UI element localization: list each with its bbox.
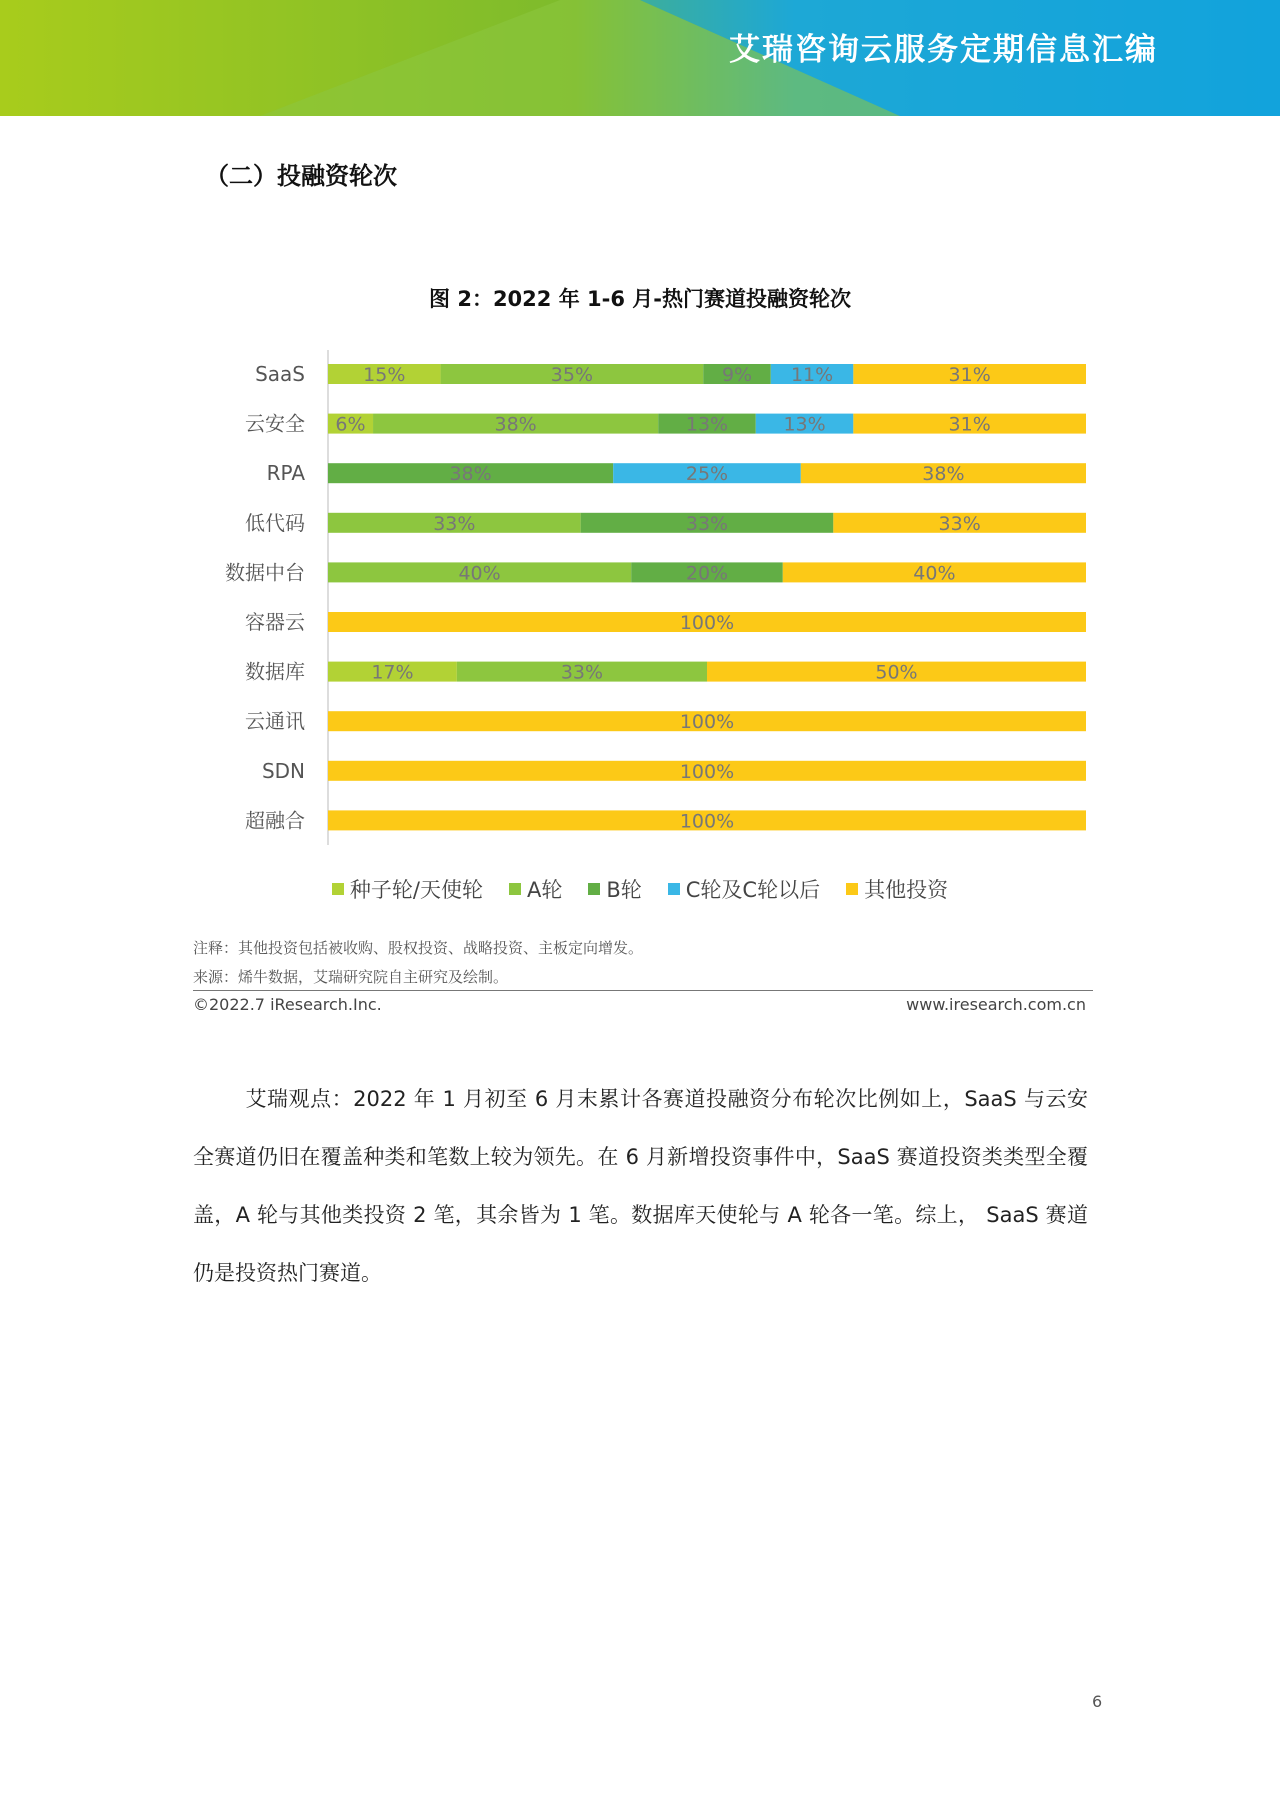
- bar-data-label: 9%: [721, 364, 753, 386]
- category-tick-label: 云安全: [245, 411, 305, 436]
- section-title: （二）投融资轮次: [205, 162, 397, 190]
- bar-data-label: 100%: [679, 612, 735, 634]
- bar-data-label: 17%: [371, 661, 414, 684]
- bar-data-label: 100%: [679, 810, 735, 833]
- bar-data-label: 31%: [948, 413, 991, 436]
- bar-data-label: 35%: [550, 364, 594, 386]
- category-tick-label: 容器云: [245, 610, 305, 634]
- bar-data-label: 38%: [922, 463, 965, 486]
- legend-item: [588, 874, 641, 904]
- category-tick-label: 低代码: [245, 510, 305, 535]
- legend-item: [509, 874, 562, 904]
- category-tick-label: 超融合: [245, 808, 305, 833]
- chart-note: 注释：其他投资包括被收购、股权投资、战略投资、主板定向增发。: [193, 939, 644, 957]
- bar-data-label: 13%: [685, 413, 729, 436]
- category-tick-label: 数据中台: [225, 560, 305, 585]
- legend-swatch: [332, 883, 344, 895]
- bar-data-label: 6%: [335, 413, 366, 436]
- category-tick-label: SDN: [261, 758, 305, 783]
- category-tick-label: 云通讯: [245, 709, 305, 734]
- legend-label: 种子轮/天使轮: [349, 878, 483, 902]
- legend-item: [332, 874, 483, 904]
- legend-label: 其他投资: [864, 878, 949, 902]
- legend-swatch: [846, 883, 858, 895]
- bar-data-label: 31%: [948, 364, 991, 386]
- bar-data-label: 20%: [685, 562, 729, 585]
- chart-source: 来源：烯牛数据，艾瑞研究院自主研究及绘制。: [193, 968, 509, 986]
- legend-swatch: [509, 883, 521, 895]
- bar-data-label: 50%: [875, 661, 918, 684]
- bar-data-label: 33%: [938, 512, 981, 535]
- bar-data-label: 100%: [679, 711, 735, 734]
- category-tick-label: RPA: [266, 461, 305, 486]
- legend-swatch: [588, 883, 600, 895]
- bar-data-label: 40%: [458, 562, 501, 585]
- footer-divider: [193, 990, 1093, 991]
- header-title: 艾瑞咨询云服务定期信息汇编: [729, 32, 1158, 68]
- analysis-paragraph: 艾瑞观点：2022 年 1 月初至 6 月末累计各赛道投融资分布轮次比例如上，SaaS 与云安全赛道仍旧在覆盖种类和笔数上较为领先。在 6 月新增投资事件中，SaaS 赛道投资类类型全覆盖，A 轮与其他类投资 2 笔，其余皆为 1 笔。数据库天使轮与 A 轮各一笔。综上， SaaS 赛道仍是投资热门赛道。: [193, 1087, 1088, 1285]
- legend-label: C轮及C轮以后: [685, 878, 821, 902]
- bar-data-label: 13%: [783, 413, 826, 436]
- website: www.iresearch.com.cn: [906, 995, 1086, 1014]
- legend-label: B轮: [606, 878, 642, 902]
- bar-data-label: 33%: [685, 512, 729, 535]
- figure-title: 图 2：2022 年 1-6 月-热门赛道投融资轮次: [429, 287, 851, 311]
- chart-legend: [0, 874, 1280, 904]
- bar-data-label: 100%: [679, 760, 735, 783]
- legend-item: [668, 874, 820, 904]
- bar-data-label: 15%: [363, 364, 406, 386]
- bar-data-label: 11%: [790, 364, 834, 386]
- chart-svg: [0, 0, 1280, 860]
- copyright: ©2022.7 iResearch.Inc.: [193, 995, 382, 1014]
- legend-label: A轮: [526, 878, 563, 902]
- category-tick-label: SaaS: [255, 362, 305, 386]
- page-number: 6: [1092, 1692, 1103, 1711]
- legend-swatch: [668, 883, 680, 895]
- bar-data-label: 33%: [560, 661, 604, 684]
- bar-data-label: 38%: [449, 463, 492, 486]
- bar-data-label: 40%: [913, 562, 956, 585]
- bar-data-label: 25%: [685, 463, 729, 486]
- stacked-bar-chart: [0, 0, 1280, 864]
- legend-item: [846, 874, 948, 904]
- bar-data-label: 38%: [494, 413, 537, 436]
- bar-data-label: 33%: [433, 512, 476, 535]
- category-tick-label: 数据库: [245, 659, 305, 684]
